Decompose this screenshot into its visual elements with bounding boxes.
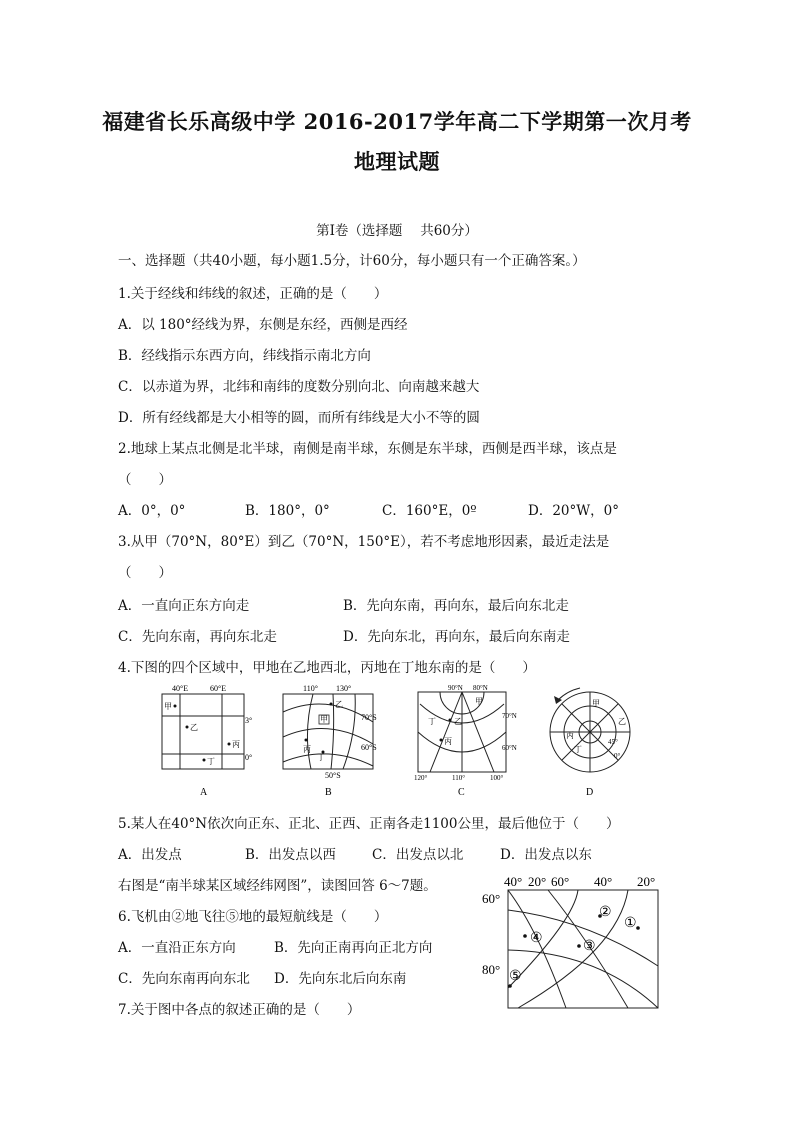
question-7-stem: 7.关于图中各点的叙述正确的是（ ）	[118, 1002, 361, 1018]
question-5-stem: 5.某人在40°N依次向正东、正北、正西、正南各走1100公里，最后他位于（ ）	[118, 816, 620, 832]
fig-a-lon-60e: 60°E	[210, 684, 227, 693]
right-fig-point-3: ③	[583, 939, 596, 954]
fig-a-lat-3: 3°	[245, 716, 253, 725]
fig-a-lon-40e: 40°E	[172, 684, 189, 693]
right-fig-point-1: ①	[624, 916, 637, 931]
section-instructions: 一、选择题（共40小题，每小题1.5分，计60分，每小题只有一个正确答案。）	[118, 253, 586, 269]
fig-c-lon-100: 100°	[490, 774, 504, 782]
fig-a-lat-0: 0°	[245, 753, 253, 762]
question-5-option-a: A．出发点	[118, 847, 182, 863]
question-2-option-a: A．0°，0°	[118, 503, 186, 519]
right-fig-lat-60: 60°	[482, 891, 501, 906]
question-2-stem: 2.地球上某点北侧是北半球，南侧是南半球，东侧是东半球，西侧是西半球，该点是	[118, 441, 617, 457]
fig-d-caption: D	[586, 787, 594, 798]
fig-a-yi: 乙	[190, 723, 198, 732]
right-fig-point-4: ④	[530, 931, 543, 946]
figure-d	[540, 682, 650, 800]
question-2-option-b: B．180°，0°	[245, 503, 330, 519]
figure-a	[150, 682, 265, 800]
question-1-option-c: C．以赤道为界，北纬和南纬的度数分别向北、向南越来越大	[118, 379, 480, 395]
fig-d-ding: 丁	[574, 745, 582, 754]
fig-b-lat-60s: 60°S	[361, 743, 377, 752]
question-2-option-d: D．20°W，0°	[528, 503, 619, 519]
fig-c-lon-110: 110°	[452, 774, 466, 782]
question-2-option-c: C．160°E，0º	[382, 503, 477, 519]
question-5-option-d: D．出发点以东	[500, 847, 592, 863]
fig-d-jia: 甲	[592, 699, 600, 708]
fig-d-yi: 乙	[618, 717, 626, 726]
exam-title: 福建省长乐高级中学 2016-2017学年高二下学期第一次月考	[102, 109, 692, 134]
question-1-option-a: A．以 180°经线为界，东侧是东经，西侧是西经	[118, 317, 408, 333]
right-fig-top-20b: 20°	[637, 874, 656, 889]
right-fig-point-2: ②	[599, 905, 612, 920]
fig-d-0: 0°	[614, 752, 621, 760]
question-3-option-d: D．先向东北，再向东，最后向东南走	[343, 629, 570, 645]
fig-c-caption: C	[458, 787, 465, 798]
fig-b-ding: 丁	[317, 753, 325, 762]
question-1-option-d: D．所有经线都是大小相等的圆，而所有纬线是大小不等的圆	[118, 410, 480, 426]
question-3-stem-cont: （ ）	[118, 565, 172, 581]
group-6-7-intro: 右图是“南半球某区域经纬网图”，读图回答 6～7题。	[118, 878, 437, 894]
fig-c-lat-80n: 80°N	[473, 684, 488, 692]
question-6-option-b: B．先向正南再向正北方向	[274, 940, 433, 956]
question-4-stem: 4.下图的四个区域中，甲地在乙地西北，丙地在丁地东南的是（ ）	[118, 660, 536, 676]
fig-c-ding: 丁	[428, 717, 436, 726]
section-label: 第Ⅰ卷（选择题 共60分）	[316, 223, 478, 239]
fig-a-bing: 丙	[232, 740, 240, 749]
fig-a-ding: 丁	[207, 757, 215, 766]
question-1-option-b: B．经线指示东西方向，纬线指示南北方向	[118, 348, 371, 364]
question-6-option-a: A．一直沿正东方向	[118, 940, 236, 956]
fig-b-caption: B	[325, 787, 332, 798]
fig-c-lat-90n: 90°N	[448, 684, 463, 692]
fig-b-lon-130: 130°	[336, 684, 352, 693]
figure-southern-graticule	[478, 870, 668, 1020]
right-fig-top-40: 40°	[504, 874, 523, 889]
fig-b-lon-110: 110°	[303, 684, 318, 693]
question-6-stem: 6.飞机由②地飞往⑤地的最短航线是（ ）	[118, 909, 388, 925]
question-6-option-d: D．先向东北后向东南	[274, 971, 407, 987]
fig-b-jia: 甲	[320, 715, 328, 724]
figure-b	[273, 682, 393, 800]
right-fig-lat-80: 80°	[482, 962, 501, 977]
fig-c-lon-120: 120°	[414, 774, 428, 782]
fig-b-bing: 丙	[303, 745, 311, 754]
fig-c-lat-70n: 70°N	[502, 712, 517, 720]
fig-c-jia: 甲	[475, 697, 483, 706]
figure-c	[410, 682, 530, 800]
fig-d-bing: 丙	[566, 731, 574, 740]
fig-b-lat-70s: 70°S	[361, 713, 377, 722]
question-2-stem-cont: （ ）	[118, 472, 172, 488]
fig-c-bing: 丙	[444, 737, 452, 746]
fig-c-lat-60n: 60°N	[502, 744, 517, 752]
question-3-option-a: A．一直向正东方向走	[118, 598, 250, 614]
question-1-stem: 1.关于经线和纬线的叙述，正确的是（ ）	[118, 286, 388, 302]
question-5-option-c: C．出发点以北	[372, 847, 464, 863]
right-fig-point-5: ⑤	[509, 969, 522, 984]
fig-b-lat-50s: 50°S	[325, 771, 341, 780]
question-6-option-c: C．先向东南再向东北	[118, 971, 250, 987]
question-3-option-c: C．先向东南，再向东北走	[118, 629, 277, 645]
fig-a-jia: 甲	[164, 702, 172, 711]
question-3-stem: 3.从甲（70°N，80°E）到乙（70°N，150°E），若不考虑地形因素，最近走法是	[118, 534, 610, 550]
right-fig-top-40b: 40°	[594, 874, 613, 889]
fig-b-yi: 乙	[335, 700, 343, 709]
question-3-option-b: B．先向东南，再向东，最后向东北走	[343, 598, 569, 614]
fig-a-caption: A	[200, 787, 208, 798]
right-fig-top-20: 20°	[528, 874, 547, 889]
fig-d-45: 45°	[608, 738, 618, 746]
exam-subtitle: 地理试题	[354, 149, 440, 174]
fig-c-yi: 乙	[454, 717, 462, 726]
question-5-option-b: B．出发点以西	[245, 847, 336, 863]
right-fig-top-60: 60°	[551, 874, 570, 889]
